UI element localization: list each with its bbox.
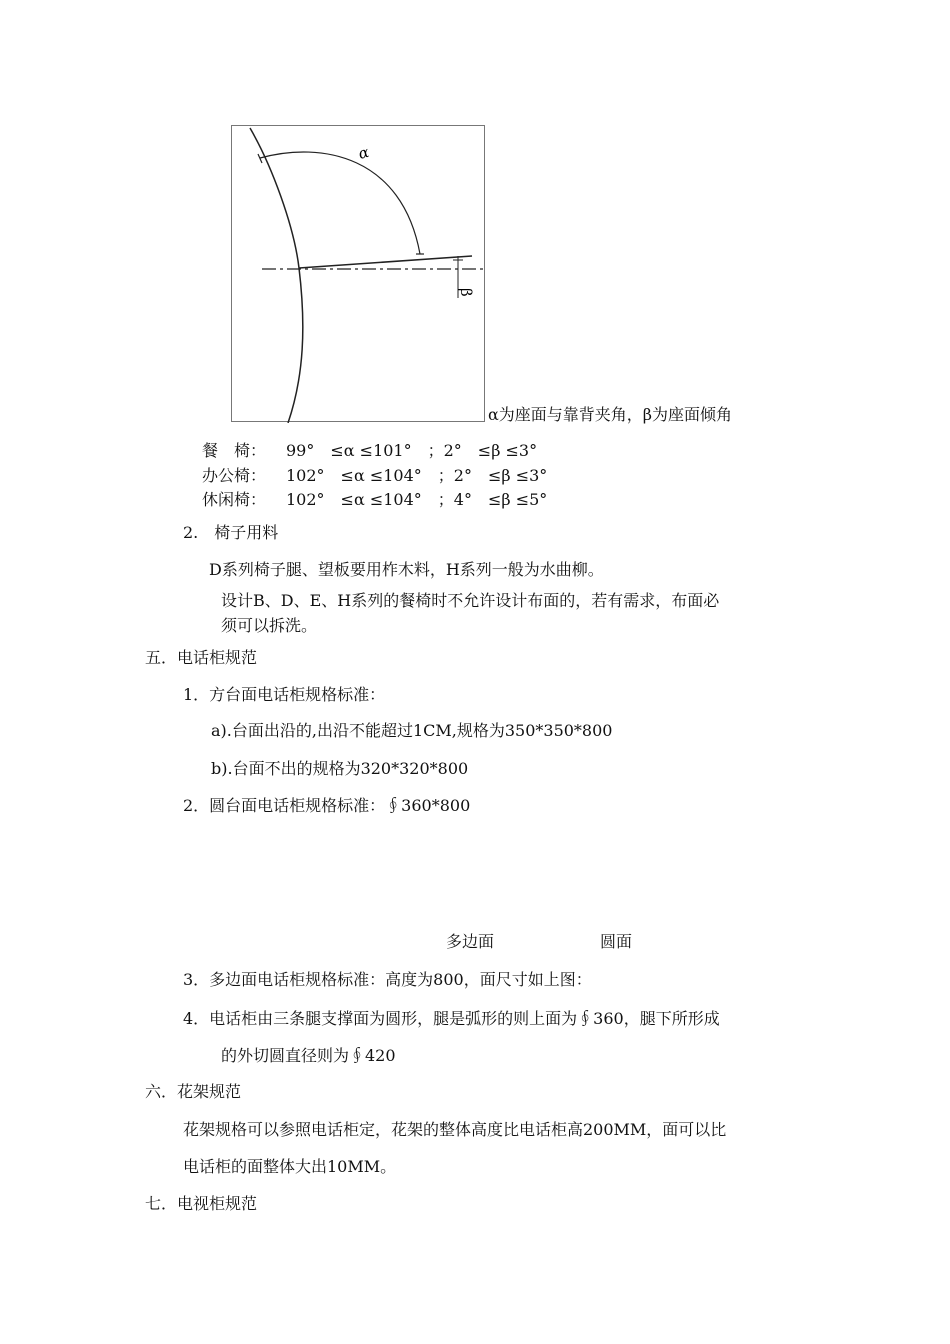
phone-cabinet-item-2: 2．圆台面电话柜规格标准：∮360*800 (183, 796, 471, 815)
dining-chair-label: 餐 椅： (202, 441, 267, 460)
phone-cabinet-item-4-line-1: 4．电话柜由三条腿支撑面为圆形，腿是弧形的则上面为∮360，腿下所形成 (183, 1009, 720, 1028)
office-chair-spec: 102° ≤α ≤104° ；2° ≤β ≤3° (286, 466, 548, 485)
chair-material-line-1: D系列椅子腿、望板要用柞木料，H系列一般为水曲柳。 (209, 560, 604, 579)
chair-material-line-2: 设计B、D、E、H系列的餐椅时不允许设计布面的，若有需求，布面必 (221, 591, 720, 610)
phone-cabinet-heading: 五．电话柜规范 (145, 648, 258, 667)
tv-cabinet-heading: 七．电视柜规范 (145, 1194, 258, 1213)
office-chair-label: 办公椅： (202, 466, 267, 485)
beta-label: β (457, 288, 475, 297)
leisure-chair-spec: 102° ≤α ≤104° ；4° ≤β ≤5° (286, 490, 548, 509)
flower-stand-heading: 六．花架规范 (145, 1082, 242, 1101)
alpha-arc (260, 152, 420, 254)
round-top-label: 圆面 (600, 932, 633, 951)
flower-stand-line-2: 电话柜的面整体大出10MM。 (183, 1157, 397, 1176)
chair-material-line-3: 须可以拆洗。 (221, 616, 318, 635)
figure-caption: α为座面与靠背夹角，β为座面倾角 (488, 405, 733, 424)
chair-material-heading: 2. 椅子用料 (183, 523, 279, 542)
chair-angle-diagram (231, 125, 485, 422)
dining-chair-spec: 99° ≤α ≤101° ；2° ≤β ≤3° (286, 441, 538, 460)
phone-cabinet-item-1a: a).台面出沿的,出沿不能超过1CM,规格为350*350*800 (211, 721, 613, 740)
alpha-label: α (356, 142, 371, 163)
polygon-top-label: 多边面 (446, 932, 495, 951)
chair-angle-svg (232, 126, 486, 423)
phone-cabinet-item-3: 3．多边面电话柜规格标准：高度为800，面尺寸如上图： (183, 970, 592, 989)
phone-cabinet-item-1b: b).台面不出的规格为320*320*800 (211, 759, 469, 778)
phone-cabinet-item-4-line-2: 的外切圆直径则为∮420 (221, 1046, 396, 1065)
seat-line (299, 256, 472, 268)
chair-profile-curve (250, 128, 303, 423)
leisure-chair-label: 休闲椅： (202, 490, 267, 509)
flower-stand-line-1: 花架规格可以参照电话柜定，花架的整体高度比电话柜高200MM，面可以比 (183, 1120, 727, 1139)
phone-cabinet-item-1: 1．方台面电话柜规格标准： (183, 685, 386, 704)
